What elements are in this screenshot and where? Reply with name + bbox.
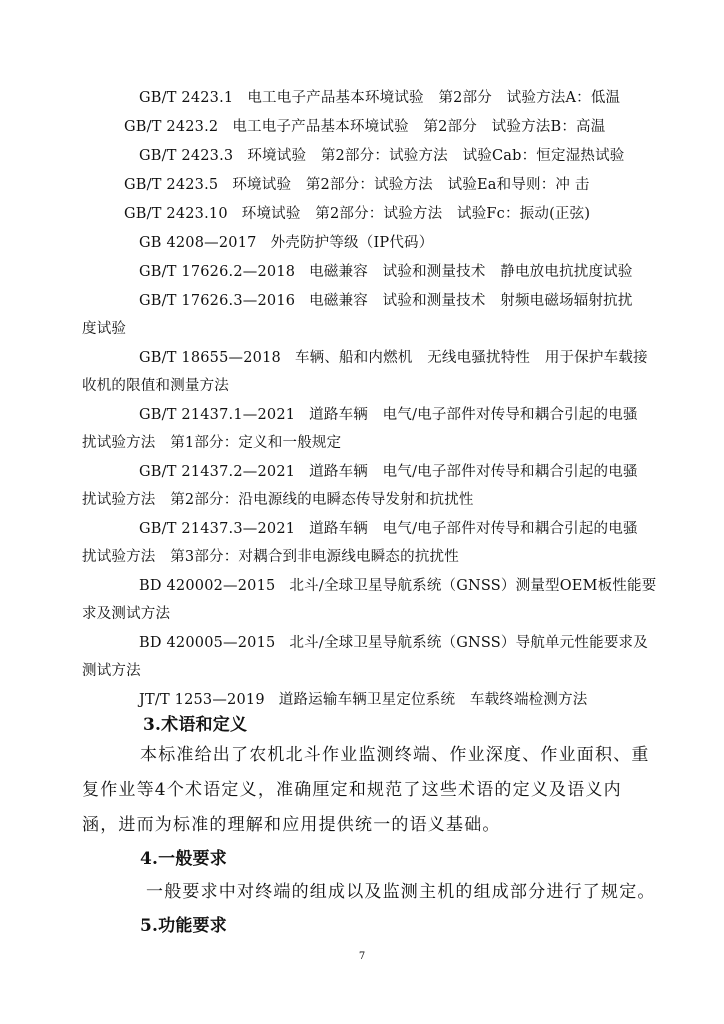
reference-code: GB/T 21437.3—2021: [139, 521, 296, 537]
reference-code: GB/T 2423.1: [139, 90, 234, 106]
reference-title: 环境试验 第2部分：试验方法 试验Ea和导则：冲 击: [232, 177, 590, 193]
reference-title: 道路车辆 电气/电子部件对传导和耦合引起的电骚: [309, 407, 638, 423]
reference-title: 车辆、船和内燃机 无线电骚扰特性 用于保护车载接: [294, 350, 648, 366]
reference-item: [139, 576, 656, 596]
reference-code: GB/T 2423.5: [124, 177, 219, 193]
reference-title: 北斗/全球卫星导航系统（GNSS）测量型OEM板性能要: [289, 578, 657, 594]
reference-item: [139, 633, 648, 653]
reference-item: [139, 405, 638, 425]
reference-code: JT/T 1253—2019: [139, 692, 265, 708]
reference-code: GB/T 21437.1—2021: [139, 407, 296, 423]
reference-continuation: 测试方法: [82, 663, 141, 679]
reference-title: 电磁兼容 试验和测量技术 射频电磁场辐射抗扰: [309, 293, 633, 309]
reference-continuation: 收机的限值和测量方法: [82, 378, 229, 394]
reference-item: [139, 348, 648, 368]
reference-title: 电工电子产品基本环境试验 第2部分 试验方法B：高温: [232, 119, 606, 135]
reference-title: 北斗/全球卫星导航系统（GNSS）导航单元性能要求及: [289, 635, 648, 651]
reference-continuation: 扰试验方法 第1部分：定义和一般规定: [82, 435, 342, 451]
page-number: 7: [358, 951, 366, 962]
reference-title: 道路车辆 电气/电子部件对传导和耦合引起的电骚: [309, 521, 638, 537]
reference-code: GB/T 17626.2—2018: [139, 264, 296, 280]
reference-code: GB/T 18655—2018: [139, 350, 281, 366]
reference-item: [124, 204, 590, 224]
reference-continuation: 扰试验方法 第2部分：沿电源线的电瞬态传导发射和抗扰性: [82, 492, 474, 508]
reference-code: GB/T 2423.3: [139, 148, 234, 164]
reference-code: GB/T 21437.2—2021: [139, 464, 296, 480]
section-heading-function: 5.功能要求: [140, 916, 227, 936]
reference-item: [139, 519, 638, 539]
reference-title: 电磁兼容 试验和测量技术 静电放电抗扰度试验: [309, 264, 633, 280]
reference-title: 道路车辆 电气/电子部件对传导和耦合引起的电骚: [309, 464, 638, 480]
reference-item: [139, 462, 638, 482]
reference-code: BD 420005—2015: [139, 635, 276, 651]
reference-continuation: 扰试验方法 第3部分：对耦合到非电源线电瞬态的抗扰性: [82, 549, 459, 565]
reference-title: 外壳防护等级（IP代码）: [270, 235, 434, 251]
reference-code: GB/T 2423.10: [124, 206, 228, 222]
reference-title: 道路运输车辆卫星定位系统 车载终端检测方法: [278, 692, 588, 708]
reference-item: [139, 146, 625, 166]
paragraph-line: 复作业等4个术语定义，准确厘定和规范了这些术语的定义及语义内: [82, 780, 622, 800]
reference-item: [139, 88, 620, 108]
section-heading-terms: 3.术语和定义: [143, 715, 248, 735]
section-heading-general: 4.一般要求: [140, 849, 227, 869]
reference-item: [139, 690, 587, 710]
reference-continuation: 求及测试方法: [82, 606, 171, 622]
paragraph-line: 一般要求中对终端的组成以及监测主机的组成部分进行了规定。: [146, 882, 656, 902]
paragraph-line: 涵，进而为标准的理解和应用提供统一的语义基础。: [82, 815, 501, 835]
reference-code: GB/T 2423.2: [124, 119, 219, 135]
reference-title: 电工电子产品基本环境试验 第2部分 试验方法A：低温: [247, 90, 621, 106]
reference-item: [124, 175, 590, 195]
reference-continuation: 度试验: [82, 321, 127, 337]
reference-code: BD 420002—2015: [139, 578, 276, 594]
reference-item: [124, 117, 605, 137]
reference-code: GB/T 17626.3—2016: [139, 293, 296, 309]
reference-item: [139, 291, 633, 311]
reference-title: 环境试验 第2部分：试验方法 试验Cab：恒定湿热试验: [247, 148, 625, 164]
paragraph-line: 本标准给出了农机北斗作业监测终端、作业深度、作业面积、重: [140, 745, 650, 765]
reference-item: [139, 233, 433, 253]
reference-code: GB 4208—2017: [139, 235, 257, 251]
reference-title: 环境试验 第2部分：试验方法 试验Fc：振动(正弦): [241, 206, 591, 222]
reference-item: [139, 262, 633, 282]
